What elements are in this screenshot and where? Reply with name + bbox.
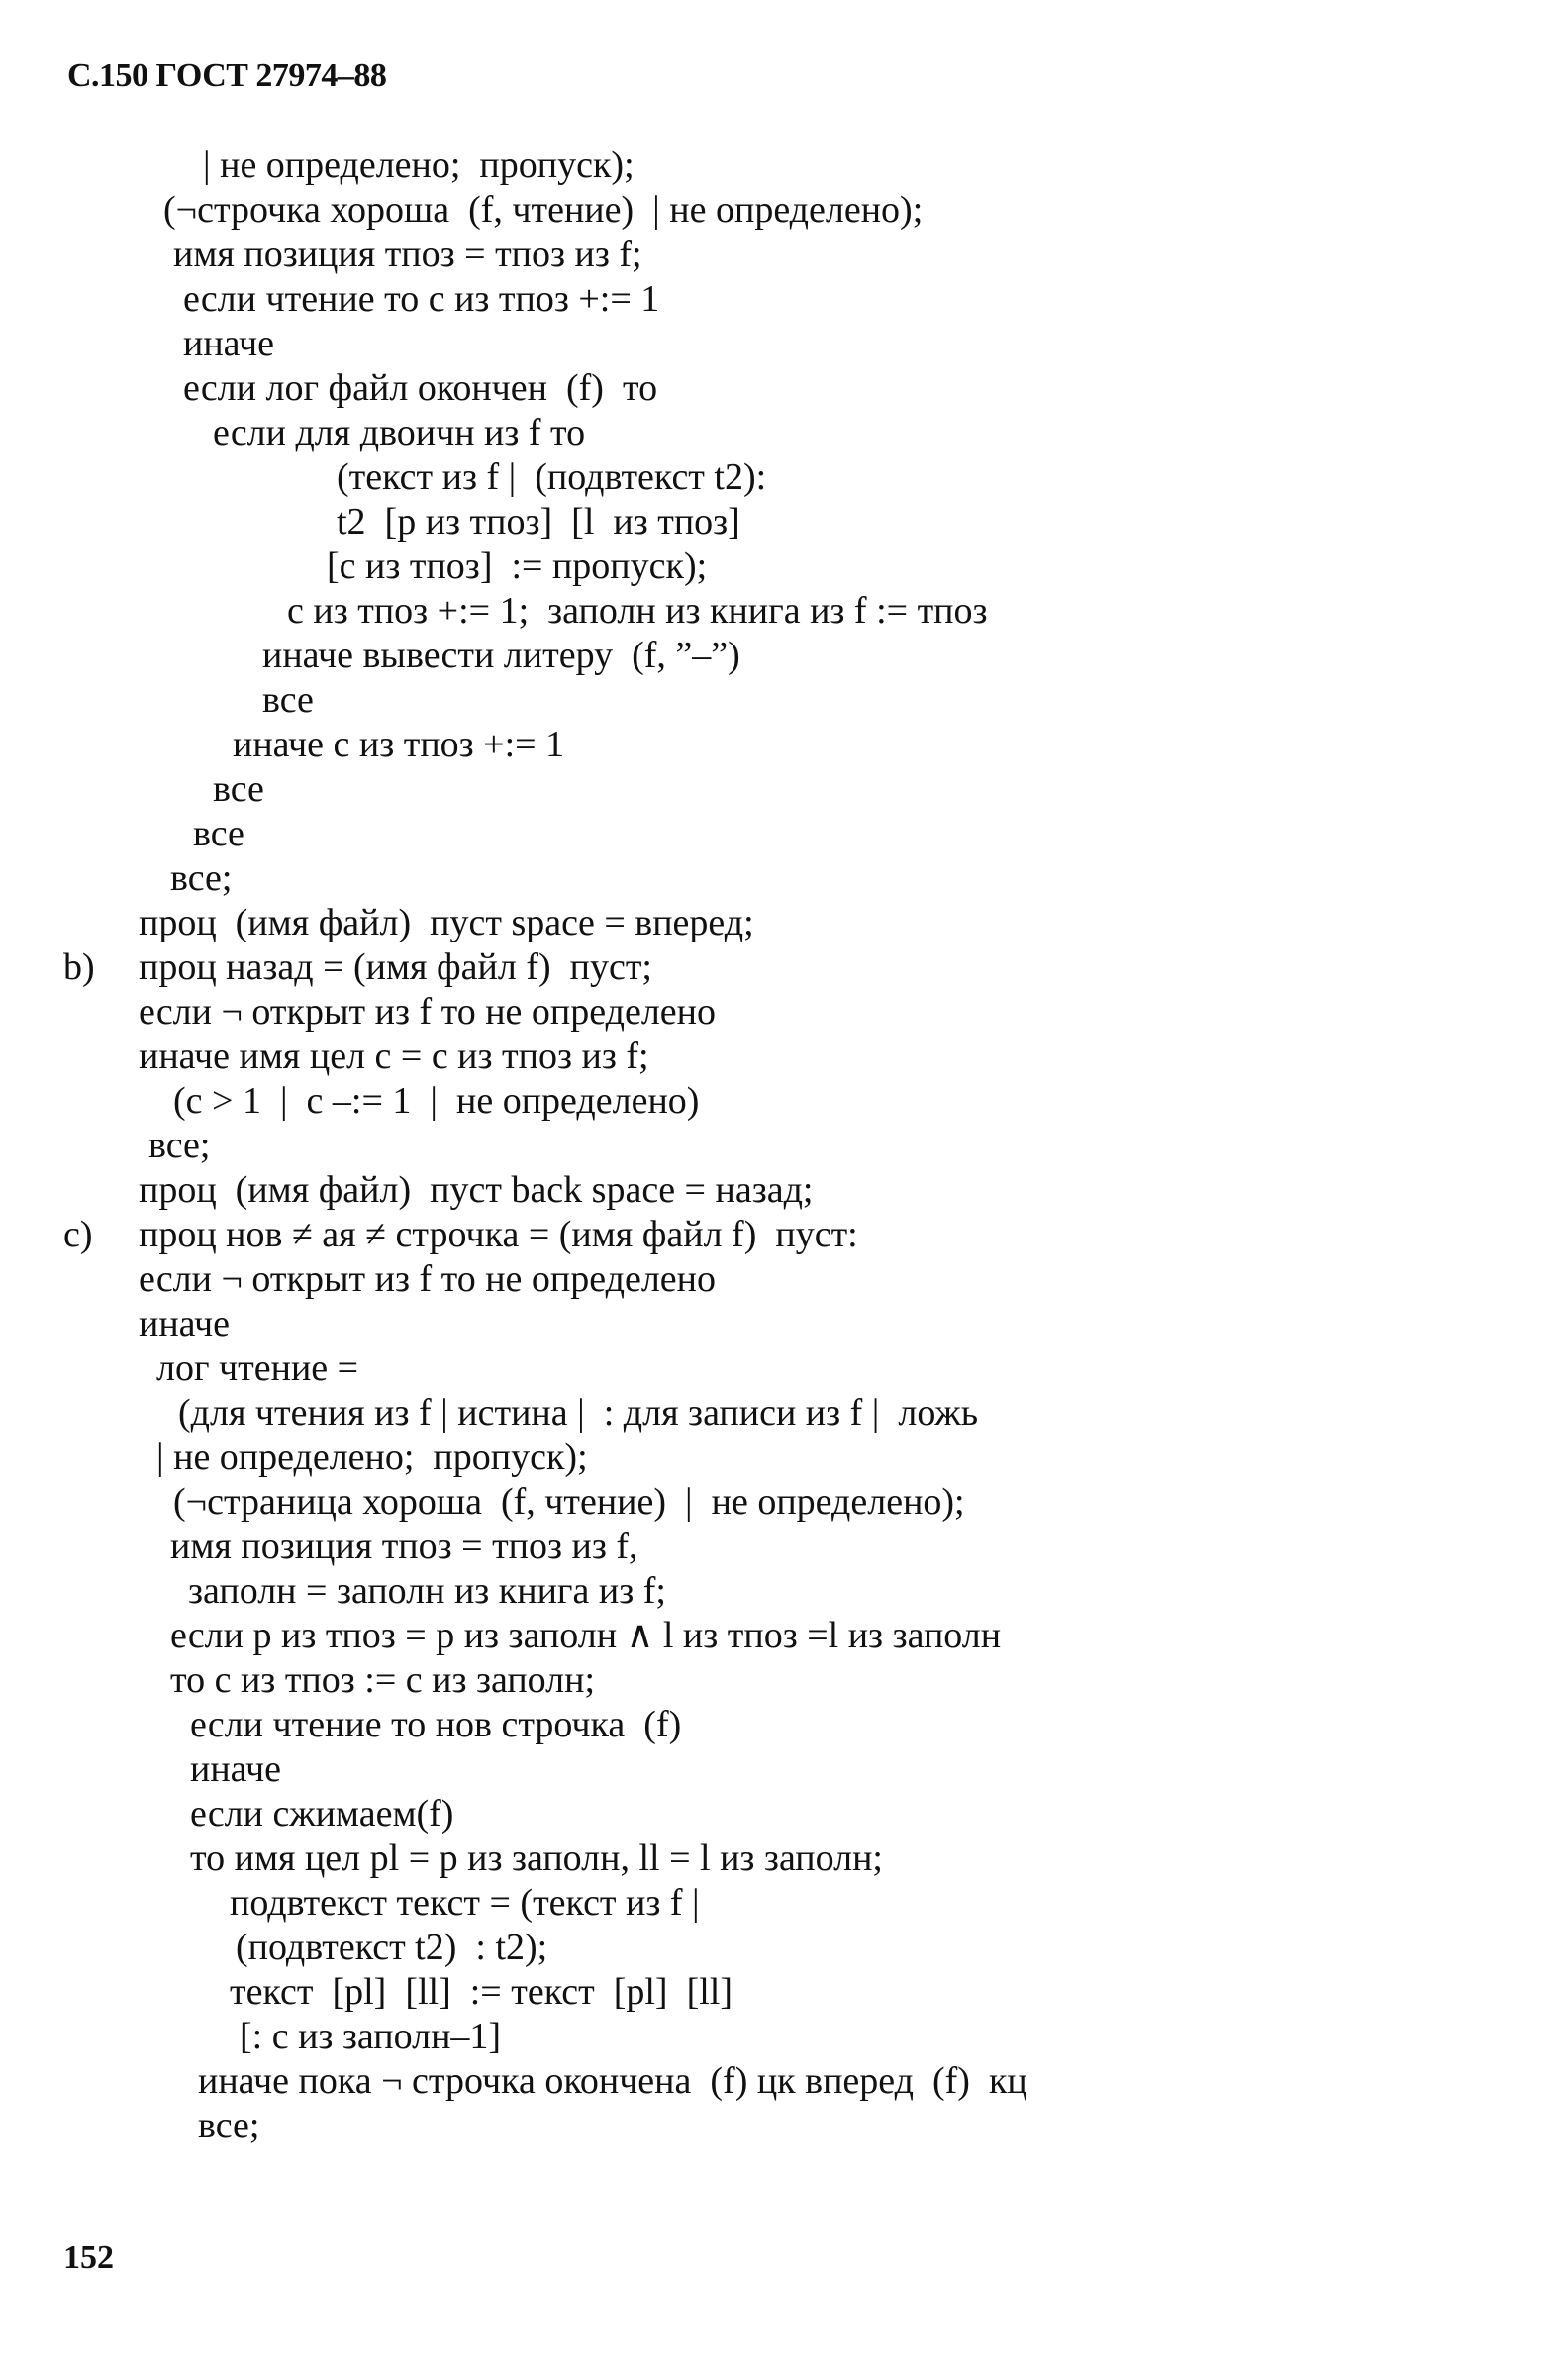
code-line: (текст из f | (подвтекст t2): [337,456,767,498]
code-line: если лог файл окончен (f) то [183,367,658,409]
code-line: все; [198,2105,260,2146]
code-line: иначе [190,1748,281,1790]
code-line: имя позиция тпоз = тпоз из f; [173,234,642,275]
code-line: если р из тпоз = р из заполн ∧ l из тпоз =l из заполн [170,1615,1002,1656]
running-header: С.150 ГОСТ 27974–88 [67,57,387,94]
code-line: с из тпоз +:= 1; заполн из книга из f := тпоз [287,590,988,632]
code-line: текст [pl] [ll] := текст [pl] [ll] [230,1971,733,2013]
code-line: если ¬ открыт из f то не определено [139,1258,716,1300]
code-line: (подвтекст t2) : t2); [236,1927,548,1968]
code-line: то с из тпоз := с из заполн; [170,1659,596,1701]
code-line: проц (имя файл) пуст space = вперед; [139,902,754,943]
code-line: проц назад = (имя файл f) пуст; [139,946,652,988]
code-line: все; [148,1125,211,1166]
code-line: если чтение то нов строчка (f) [190,1704,682,1745]
code-line: иначе пока ¬ строчка окончена (f) цк вперед (f) кц [198,2060,1027,2102]
code-line: (с > 1 | с –:= 1 | не определено) [173,1080,700,1122]
code-line: иначе с из тпоз +:= 1 [233,724,565,765]
code-line: | не определено; пропуск); [203,145,635,186]
code-line: [: с из заполн–1] [240,2016,502,2057]
code-line: иначе [183,323,274,364]
code-line: имя позиция тпоз = тпоз из f, [170,1526,638,1567]
item-marker: b) [63,946,95,988]
code-line: если ¬ открыт из f то не определено [139,991,716,1033]
code-line: то имя цел pl = р из заполн, ll = l из заполн; [190,1837,883,1879]
code-line: t2 [р из тпоз] [l из тпоз] [337,501,740,543]
page-number: 152 [63,2239,114,2276]
code-line: [с из тпоз] := пропуск); [327,545,708,587]
code-line: все [262,679,314,721]
code-line: (¬строчка хороша (f, чтение) | не определено); [163,189,924,231]
code-line: если сжимаем(f) [190,1793,454,1835]
code-line: все [213,768,264,810]
code-line: если чтение то с из тпоз +:= 1 [183,278,660,320]
code-line: иначе [139,1303,230,1344]
code-line: подвтекст текст = (текст из f | [230,1882,700,1924]
item-marker: c) [63,1214,93,1255]
code-line: все [193,813,244,854]
code-line: (для чтения из f | истина | : для записи из f | ложь [178,1392,979,1434]
code-line: заполн = заполн из книга из f; [188,1570,666,1612]
code-line: лог чтение = [156,1347,359,1389]
code-line: | не определено; пропуск); [156,1437,588,1478]
code-line: проц нов ≠ ая ≠ строчка = (имя файл f) пуст: [139,1214,858,1255]
code-line: все; [170,857,233,899]
code-line: проц (имя файл) пуст back space = назад; [139,1169,814,1211]
code-line: если для двоичн из f то [213,412,586,453]
code-line: иначе имя цел с = с из тпоз из f; [139,1036,649,1077]
code-line: иначе вывести литеру (f, ”–”) [262,635,740,676]
code-line: (¬страница хороша (f, чтение) | не определено); [173,1481,965,1523]
